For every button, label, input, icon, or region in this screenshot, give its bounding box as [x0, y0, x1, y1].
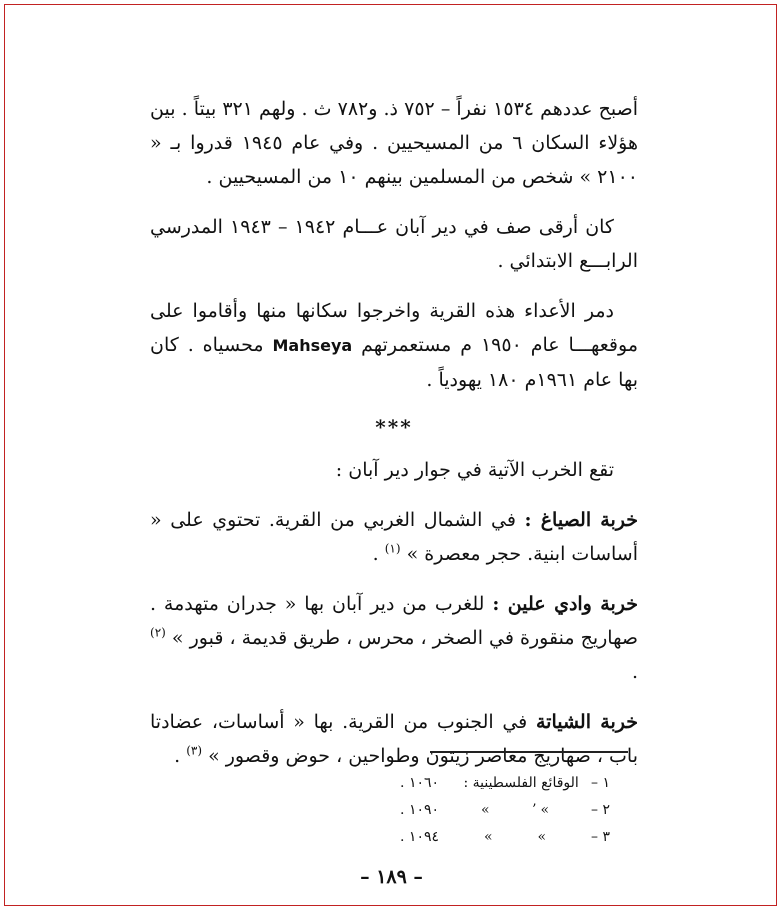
paragraph-population: أصبح عددهم ١٥٣٤ نفراً – ٧٥٢ ذ. و٧٨٢ ث . ولهم ٣٢١ بيتاً . بين هؤلاء السكان ٦ من المسيحيين . وفي عام ١٩٤٥ قدروا بـ « ٢١٠٠ » شخص من المسلمين بينهم ١٠ من المسيحيين . — [150, 98, 639, 188]
document-body — [150, 92, 638, 789]
footnote-number: ٢ – — [591, 802, 610, 818]
ruin-description: في الشمال الغربي من القرية. تحتوي على « أساسات ابنية. حجر معصرة » — [150, 509, 638, 565]
footnote-ref: (١) — [384, 541, 401, 556]
footnote-ditto: » — [483, 829, 493, 845]
footnote-row — [400, 770, 610, 797]
footnote-ref: (٢) — [150, 625, 166, 640]
paragraph-school: كان أرقى صف في دير آبان عـــام ١٩٤٢ – ١٩٤٣ المدرسي الرابـــع الابتدائي . — [150, 216, 638, 272]
page-number: – ١٨٩ – — [360, 866, 423, 888]
ruin-description: في الجنوب من القرية. بها « أساسات، عضادتا باب ، صهاريج معاصر زيتون وطواحين ، حوض وقصور » — [150, 711, 638, 767]
ruin-entry-alshiyata: خربة الشياتة في الجنوب من القرية. بها « أساسات، عضادتا باب ، صهاريج معاصر زيتون وطواحين ، حوض وقصور » $^{(٣)}$ . — [150, 711, 638, 767]
ruin-name: خربة الشياتة — [535, 711, 638, 733]
ruin-description: للغرب من دير آبان بها « جدران متهدمة . صهاريج منقورة في الصخر ، محرس ، طريق قديمة ، قبور » — [150, 593, 638, 649]
section-separator: *** — [375, 415, 413, 439]
footnote-number: ١ – — [591, 775, 610, 791]
footnote-separator — [430, 751, 628, 753]
ruin-entry-wadi-alin: خربة وادي علين : للغرب من دير آبان بها « جدران متهدمة . صهاريج منقورة في الصخر ، محرس ، طريق قديمة ، قبور » $^{(٢)}$ . — [150, 593, 639, 683]
footnote-row — [400, 824, 610, 851]
footnotes — [400, 770, 610, 851]
footnote-source: الوقائع الفلسطينية : — [463, 775, 579, 791]
paragraph-destruction — [150, 294, 638, 397]
ruin-name: خربة وادي علين : — [492, 593, 639, 615]
destruction-text-a: دمر الأعداء هذه القرية واخرجوا سكانها منها وأقاموا على موقعهـــا عام ١٩٥٠ م مستعمرتهم — [150, 300, 639, 356]
footnote-source: » ʼ — [531, 802, 550, 818]
settlement-latin-name: Mahseya — [272, 336, 353, 355]
footnote-source: » — [537, 829, 547, 845]
ruin-name: خربة الصياغ : — [524, 509, 638, 531]
footnote-ditto: » — [481, 802, 490, 818]
footnote-number: ٣ – — [591, 829, 610, 845]
ruin-entry-alsiyagh: خربة الصياغ : في الشمال الغربي من القرية. تحتوي على « أساسات ابنية. حجر معصرة » $^{(١)}$ . — [150, 509, 638, 565]
footnote-ref: (٣) — [186, 743, 203, 758]
destruction-text-b: محسياه . كان بها عام ١٩٦١م ١٨٠ يهودياً . — [150, 334, 638, 391]
ruins-intro: تقع الخرب الآتية في جوار دير آبان : — [335, 459, 614, 481]
footnote-page: ١٠٦٠ . — [400, 775, 440, 791]
footnote-page: ١٠٩٠ . — [400, 802, 440, 818]
footnote-page: ١٠٩٤ . — [400, 829, 439, 845]
footnote-row — [400, 797, 610, 824]
